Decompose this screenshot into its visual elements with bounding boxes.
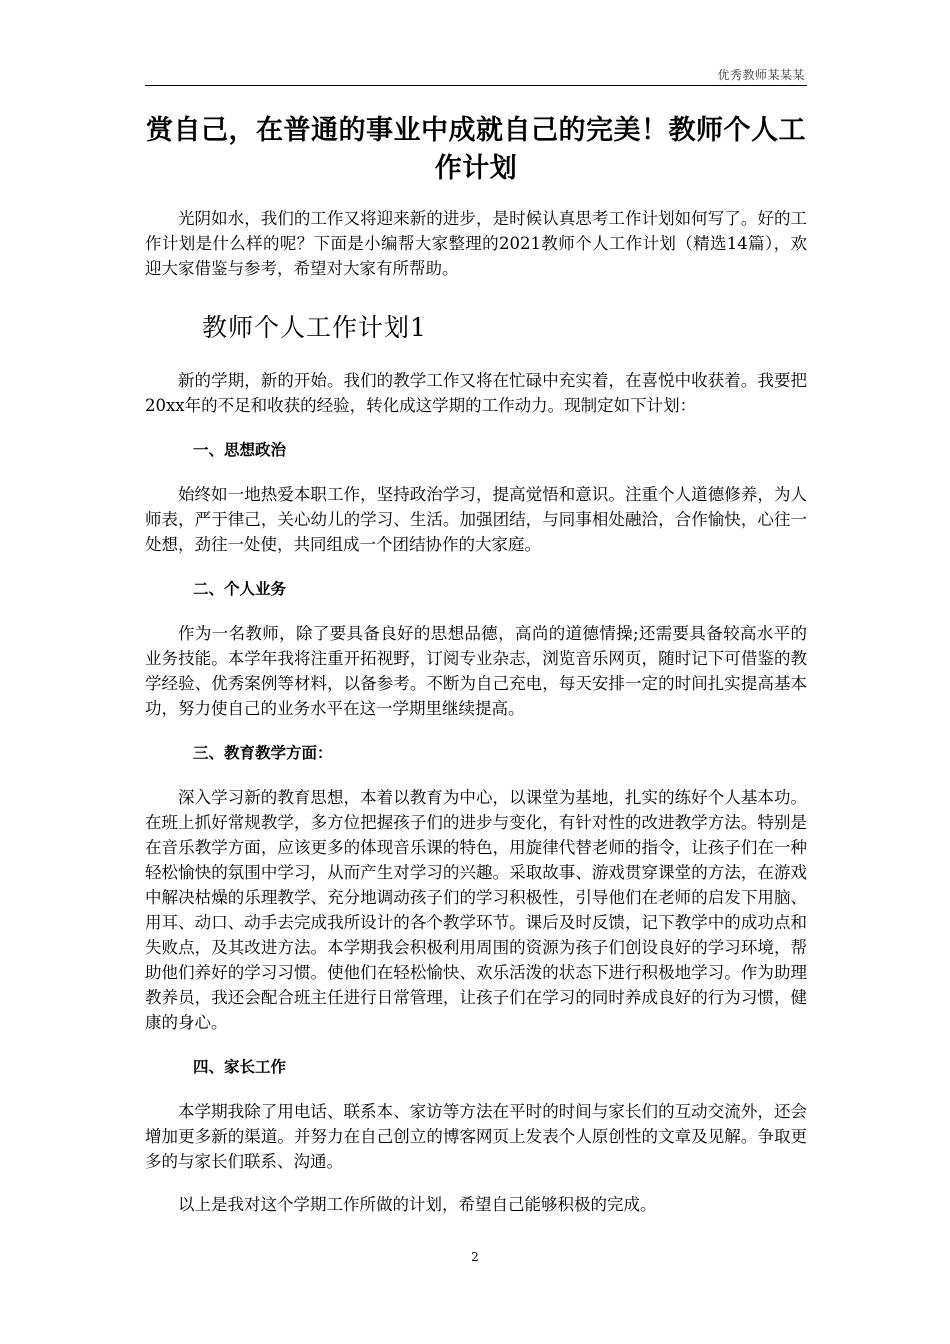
document-body	[145, 206, 807, 1217]
paragraph-ideology: 始终如一地热爱本职工作，坚持政治学习，提高觉悟和意识。注重个人道德修养，为人师表，严于律己，关心幼儿的学习、生活。加强团结，与同事相处融洽，合作愉快，心往一处想，劲往一处使，共同组成一个团结协作的大家庭。	[145, 485, 807, 554]
paragraph-parents: 本学期我除了用电话、联系本、家访等方法在平时的时间与家长们的互动交流外，还会增加更多新的渠道。并努力在自己创立的博客网页上发表个人原创性的文章及见解。争取更多的与家长们联系、沟通。	[145, 1102, 807, 1171]
running-header: 优秀教师某某某	[717, 68, 805, 82]
subheading-teaching: 三、教育教学方面：	[193, 744, 333, 762]
page-number: 2	[471, 1250, 479, 1264]
subheading-ideology: 一、思想政治	[193, 441, 287, 459]
document-title: 赏自己，在普通的事业中成就自己的完美！教师个人工作计划	[146, 115, 806, 184]
paragraph-teaching: 深入学习新的教育思想，本着以教育为中心，以课堂为基地，扎实的练好个人基本功。在班上抓好常规教学，多方位把握孩子们的进步与变化，有针对性的改进教学方法。特别是在音乐教学方面，应该更多的体现音乐课的特色，用旋律代替老师的指令，让孩子们在一种轻松愉快的氛围中学习，从而产生对学习的兴趣。采取故事、游戏贯穿课堂的方法，在游戏中解决枯燥的乐理教学、充分地调动孩子们的学习积极性，引导他们在老师的启发下用脑、用耳、动口、动手去完成我所设计的各个教学环节。课后及时反馈，记下教学中的成功点和失败点，及其改进方法。本学期我会积极利用周围的资源为孩子们创设良好的学习环境，帮助他们养好的学习习惯。使他们在轻松愉快、欢乐活泼的状态下进行积极地学习。作为助理教养员，我还会配合班主任进行日常管理，让孩子们在学习的同时养成良好的行为习惯，健康的身心。	[145, 788, 807, 1032]
intro-paragraph: 光阴如水，我们的工作又将迎来新的进步，是时候认真思考工作计划如何写了。好的工作计划是什么样的呢？下面是小编帮大家整理的2021教师个人工作计划（精选14篇），欢迎大家借鉴与参考，希望对大家有所帮助。	[145, 209, 807, 278]
header-divider	[145, 85, 807, 86]
subheading-parents: 四、家长工作	[193, 1058, 287, 1076]
section-opening-paragraph: 新的学期，新的开始。我们的教学工作又将在忙碌中充实着，在喜悦中收获着。我要把20xx年的不足和收获的经验，转化成这学期的工作动力。现制定如下计划：	[145, 371, 807, 415]
section-title: 教师个人工作计划1	[202, 313, 427, 342]
closing-paragraph: 以上是我对这个学期工作所做的计划，希望自己能够积极的完成。	[178, 1195, 657, 1214]
paragraph-professional: 作为一名教师，除了要具备良好的思想品德，高尚的道德情操;还需要具备较高水平的业务技能。本学年我将注重开拓视野，订阅专业杂志，浏览音乐网页，随时记下可借鉴的教学经验、优秀案例等材料，以备参考。不断为自己充电，每天安排一定的时间扎实提高基本功，努力使自己的业务水平在这一学期里继续提高。	[145, 624, 807, 718]
subheading-professional: 二、个人业务	[193, 580, 287, 598]
